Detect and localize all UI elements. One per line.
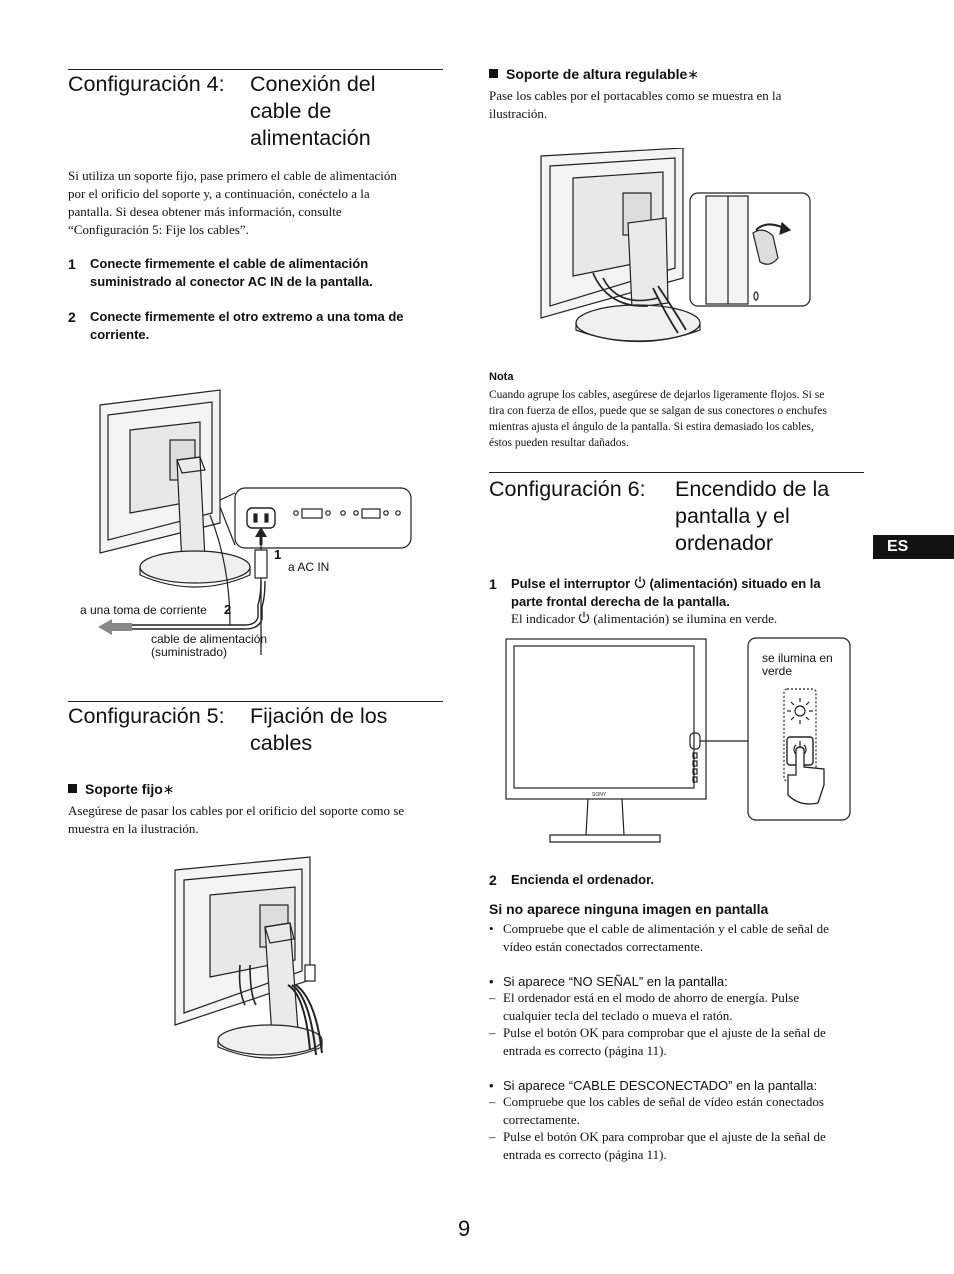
section6-heading bbox=[489, 476, 864, 560]
section4-step-2: 2 Conecte firmemente el otro extremo a una toma de corriente. bbox=[68, 309, 404, 342]
fixed-stand-cable-illustration bbox=[170, 855, 340, 1065]
section5-title: Fijación de los cables bbox=[250, 704, 388, 755]
section5-heading bbox=[68, 703, 443, 759]
section4-heading bbox=[68, 71, 443, 155]
section4-intro: Si utiliza un soporte fijo, pase primero el cable de alimentación por el orificio del soporte y, a continuación, conéctelo a la pantalla. Si desea obtener más información, consulte “Configuración 5: Fije los cables”. bbox=[68, 168, 397, 237]
troubleshoot-item-3: – El ordenador está en el modo de ahorro de energía. Pulse cualquier tecla del teclado o mueva el ratón. bbox=[489, 990, 800, 1023]
power-cable-illustration bbox=[70, 385, 420, 665]
square-bullet-icon bbox=[489, 69, 498, 78]
height-stand-subhead: Soporte de altura regulable∗ bbox=[489, 65, 699, 83]
troubleshoot-item-5: • Si aparece “CABLE DESCONECTADO” en la pantalla: bbox=[489, 1078, 818, 1093]
height-stand-text: Pase los cables por el portacables como se muestra en la ilustración. bbox=[489, 88, 782, 121]
sony-logo: SONY bbox=[592, 792, 607, 798]
power-icon bbox=[578, 611, 590, 624]
troubleshoot-item-4: – Pulse el botón OK para comprobar que el ajuste de la señal de entrada es correcto (página 11). bbox=[489, 1025, 826, 1058]
troubleshoot-item-1: • Compruebe que el cable de alimentación y el cable de señal de vídeo están conectados correctamente. bbox=[489, 921, 829, 954]
troubleshoot-item-7: – Pulse el botón OK para comprobar que el ajuste de la señal de entrada es correcto (página 11). bbox=[489, 1129, 826, 1162]
section6-rule bbox=[489, 472, 864, 473]
section4-rule bbox=[68, 69, 443, 70]
note-text: Cuando agrupe los cables, asegúrese de dejarlos ligeramente flojos. Si se tira con fuerza de ellos, puede que se salgan de sus conectores o enchufes mientras ajusta el ángulo de la pantalla. Si estira demasiado los cables, éstos pueden resultar dañados. bbox=[489, 389, 827, 449]
height-stand-cable-illustration bbox=[538, 148, 818, 348]
page-number: 9 bbox=[458, 1216, 471, 1241]
fixed-stand-text: Asegúrese de pasar los cables por el orificio del soporte como se muestra en la ilustración. bbox=[68, 803, 405, 836]
section4-title: Conexión del cable de alimentación bbox=[250, 72, 376, 150]
section6-step-1: 1 Pulse el interruptor (alimentación) situado en la parte frontal derecha de la pantalla. bbox=[489, 576, 821, 609]
square-bullet-icon bbox=[68, 784, 77, 793]
troubleshoot-item-6: – Compruebe que los cables de señal de vídeo están conectados correctamente. bbox=[489, 1094, 824, 1127]
note-title: Nota bbox=[489, 371, 514, 383]
figure4-label-2: 2 bbox=[224, 602, 232, 617]
section4-label: Configuración 4: bbox=[68, 72, 225, 96]
section6-label: Configuración 6: bbox=[489, 477, 646, 501]
section4-step-1: 1 Conecte firmemente el cable de alimentación suministrado al conector AC IN de la pantalla. bbox=[68, 256, 373, 289]
figure4-label-outlet: a una toma de corriente bbox=[80, 603, 207, 617]
power-icon bbox=[634, 576, 646, 589]
figure4-label-cable: cable de alimentación (suministrado) bbox=[151, 632, 268, 659]
figure4-label-1: 1 bbox=[274, 547, 282, 562]
section5-rule bbox=[68, 701, 443, 702]
troubleshoot-item-2: • Si aparece “NO SEÑAL” en la pantalla: bbox=[489, 974, 728, 989]
section6-step-2: 2 Encienda el ordenador. bbox=[489, 872, 655, 888]
fixed-stand-subhead: Soporte fijo∗ bbox=[68, 780, 175, 798]
section6-title: Encendido de la pantalla y el ordenador bbox=[675, 477, 830, 555]
language-tab: ES bbox=[873, 535, 954, 559]
callout-lights-green: se ilumina en verde bbox=[762, 651, 833, 678]
troubleshoot-title: Si no aparece ninguna imagen en pantalla bbox=[489, 901, 769, 917]
figure4-label-ac-in: a AC IN bbox=[288, 560, 330, 574]
section5-label: Configuración 5: bbox=[68, 704, 225, 728]
section6-step-1-detail: El indicador (alimentación) se ilumina en verde. bbox=[511, 611, 778, 626]
